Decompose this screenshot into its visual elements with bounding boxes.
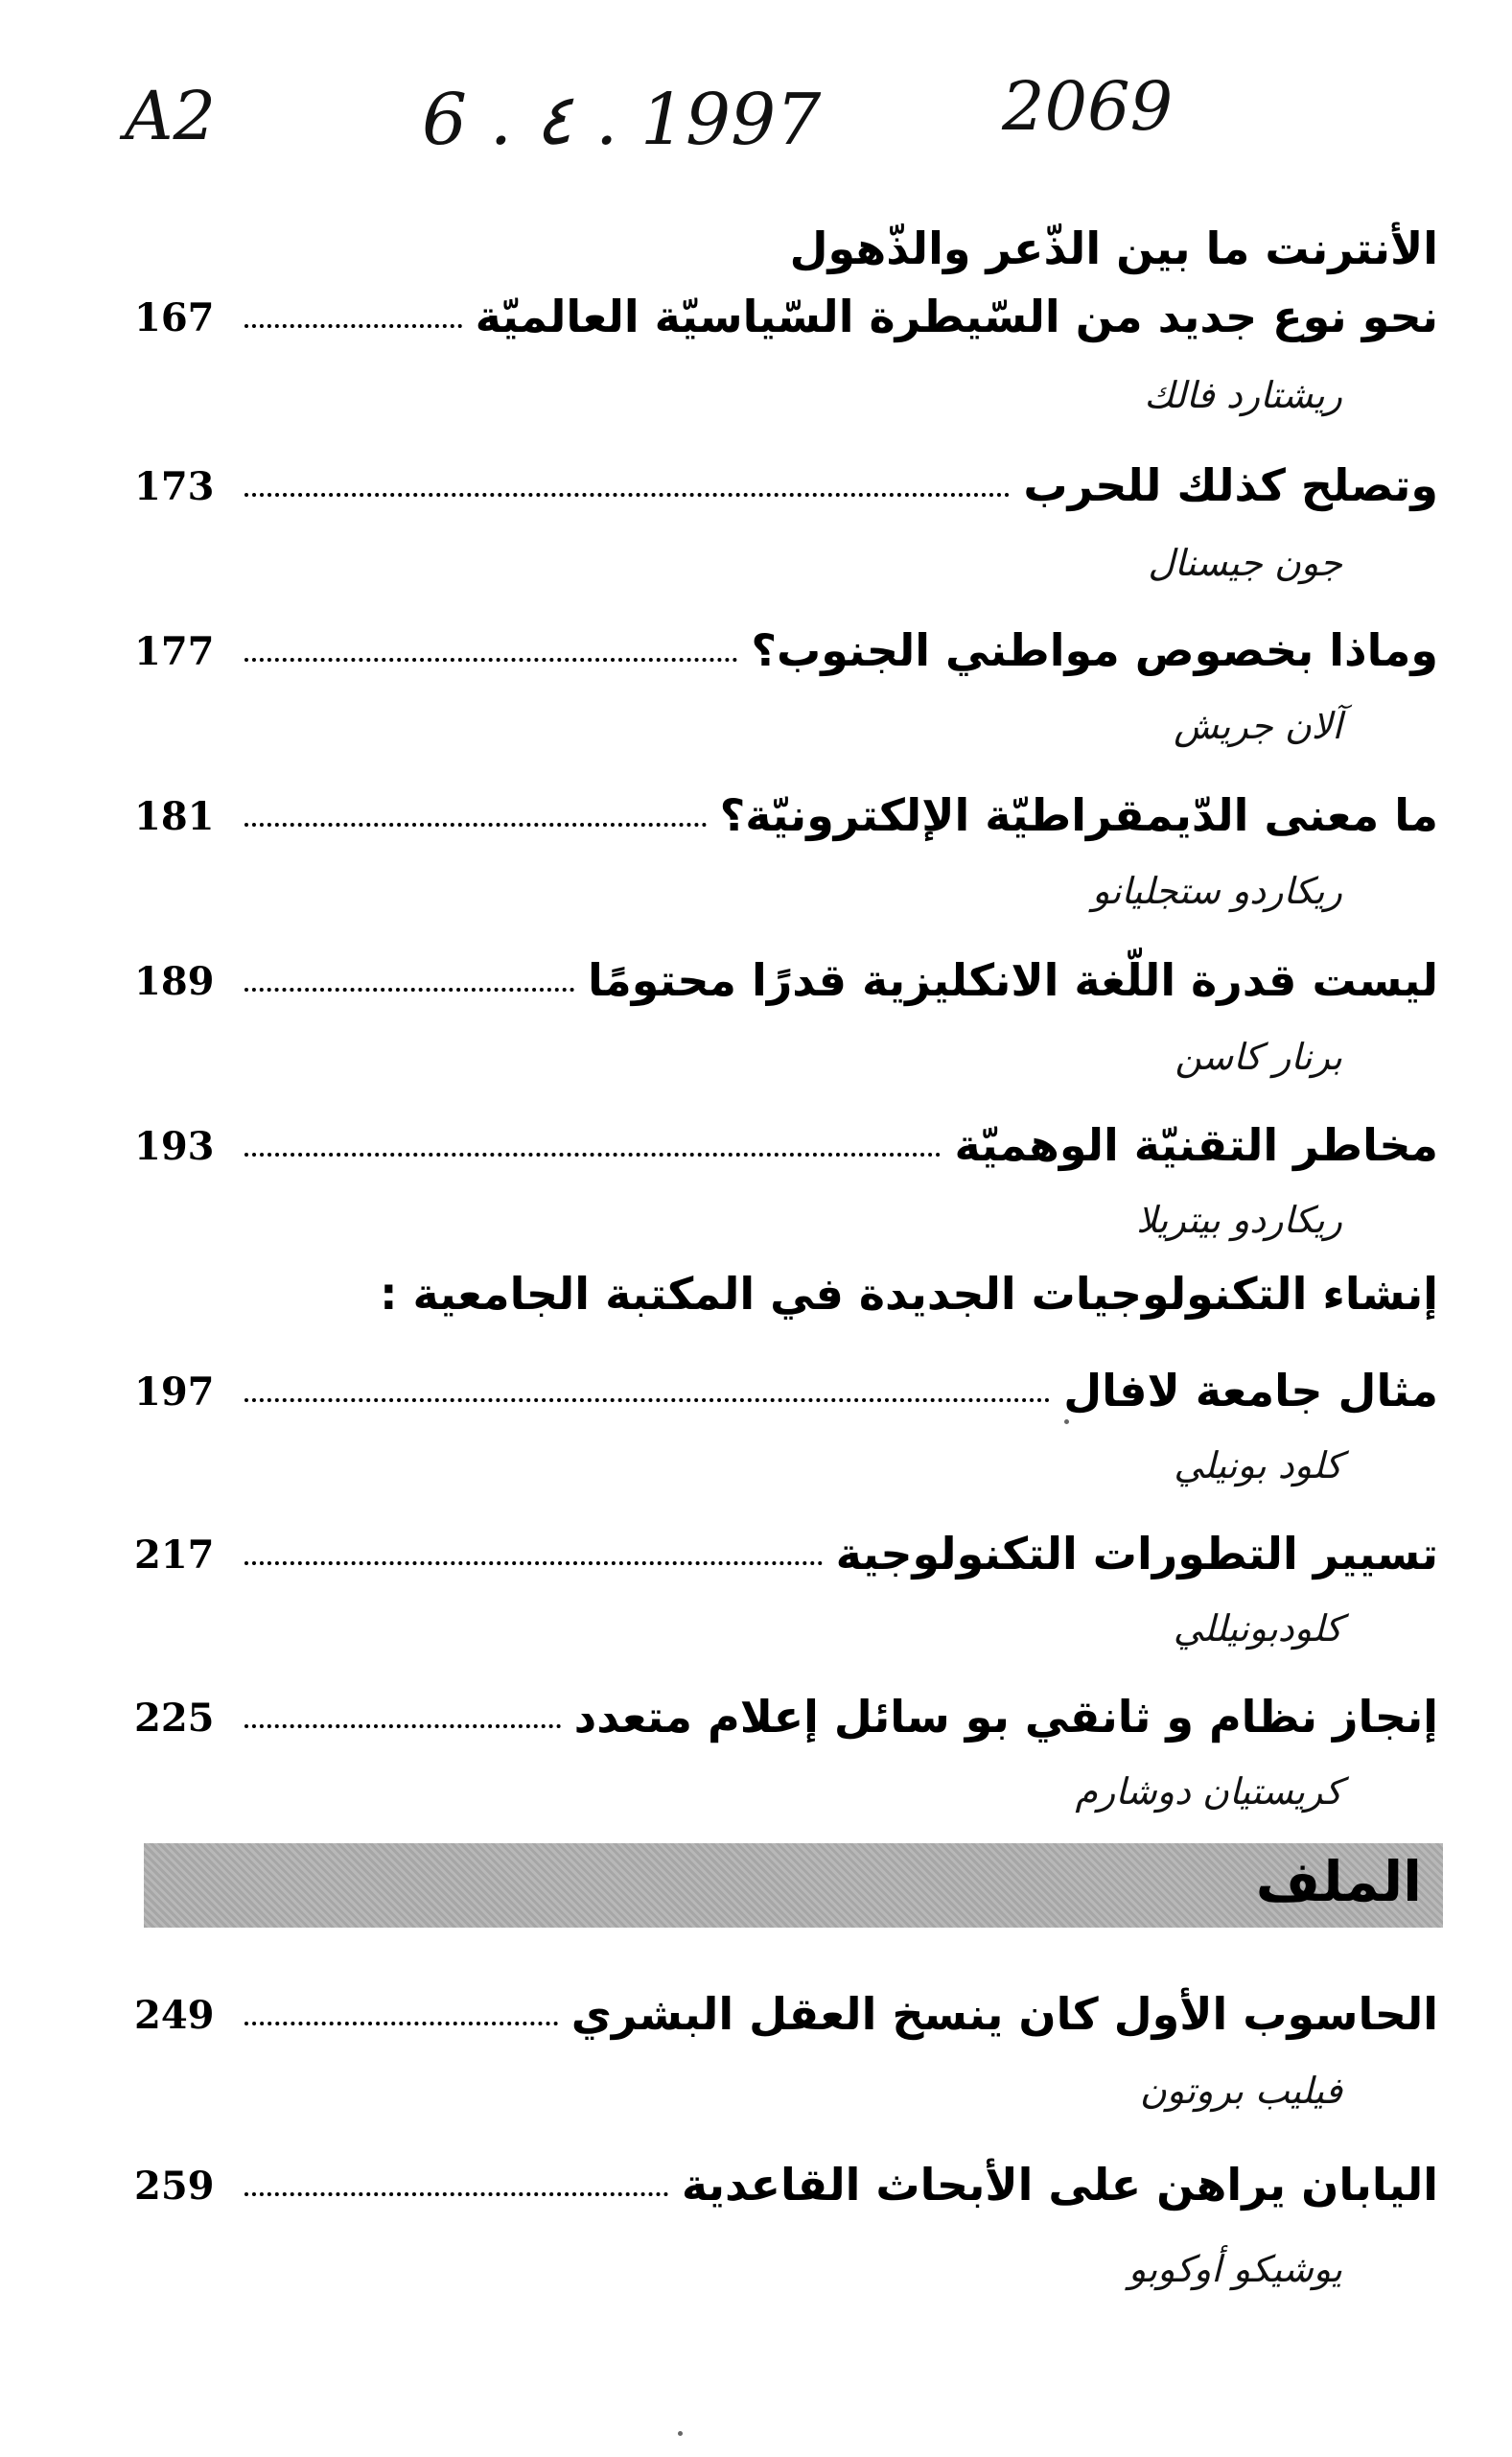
- file-section-banner: [144, 1843, 1443, 1928]
- file-section-label: الملف: [1255, 1849, 1422, 1914]
- dot-leader: [244, 1561, 823, 1565]
- handwritten-date: 6 . ٤ . 1997: [422, 79, 822, 161]
- page-number: 193: [134, 1124, 215, 1169]
- entry-title: ما معنى الدّيمقراطيّة الإلكترونيّة؟: [719, 788, 1438, 841]
- page-number: 173: [134, 464, 215, 509]
- entry-author: يوشيكو أوكوبو: [1128, 2248, 1342, 2290]
- toc-entry: [134, 940, 1438, 1007]
- page-number: 189: [134, 959, 215, 1004]
- entry-author: ريكاردو ستجليانو: [1092, 870, 1342, 912]
- toc-entry: [134, 1350, 1438, 1417]
- entry-title: تسيير التطورات التكنولوجية: [835, 1527, 1438, 1580]
- entry-title: نحو نوع جديد من السّيطرة السّياسيّة العالميّة: [475, 290, 1438, 342]
- page-number: 217: [134, 1533, 215, 1578]
- dot-leader: [244, 823, 707, 827]
- entry-author: كلودبونيللي: [1173, 1607, 1342, 1650]
- toc-entry: [134, 1974, 1438, 2041]
- toc-entry: [134, 445, 1438, 512]
- toc-entry: [134, 1513, 1438, 1580]
- dot-leader: [244, 1398, 1050, 1402]
- entry-title: الحاسوب الأول كان ينسخ العقل البشري: [570, 1987, 1438, 2040]
- entry-title: مخاطر التقنيّة الوهميّة: [954, 1118, 1438, 1171]
- toc-entry: [134, 1676, 1438, 1743]
- toc-entry: [134, 2144, 1438, 2211]
- page-number: 197: [134, 1369, 215, 1415]
- page-number: 249: [134, 1993, 215, 2038]
- entry-title: ليست قدرة اللّغة الانكليزية قدرًا محتومًا: [588, 953, 1438, 1006]
- scan-speck: [678, 2431, 683, 2436]
- entry-title: وماذا بخصوص مواطني الجنوب؟: [751, 623, 1438, 676]
- entry-title: وتصلح كذلك للحرب: [1023, 458, 1438, 511]
- dot-leader: [244, 2022, 558, 2025]
- handwritten-annotation: [105, 48, 1352, 173]
- dot-leader: [244, 988, 574, 992]
- dot-leader: [244, 324, 462, 328]
- section-heading: الأنترنت ما بين الذّعر والذّهول: [789, 222, 1438, 274]
- dot-leader: [244, 658, 737, 662]
- entry-author: ريكاردو بيتريلا: [1136, 1199, 1342, 1241]
- scan-speck: [1064, 1419, 1069, 1424]
- toc-entry: [134, 610, 1438, 677]
- dot-leader: [244, 493, 1010, 497]
- entry-author: فيليب بروتون: [1139, 2070, 1342, 2112]
- entry-author: جون جيسنال: [1148, 542, 1342, 584]
- page-number: 225: [134, 1696, 215, 1741]
- page-number: 181: [134, 794, 215, 839]
- entry-title: اليابان يراهن على الأبحاث القاعدية: [681, 2158, 1438, 2211]
- handwritten-code: A2: [125, 77, 217, 155]
- toc-entry: [134, 276, 1438, 343]
- dot-leader: [244, 2192, 668, 2196]
- toc-entry: [134, 775, 1438, 842]
- toc-entry: [134, 1105, 1438, 1172]
- entry-title: مثال جامعة لافال: [1063, 1364, 1438, 1416]
- handwritten-number: 2069: [1002, 67, 1174, 146]
- entry-title-line1: إنشاء التكنولوجيات الجديدة في المكتبة الجامعية :: [380, 1268, 1438, 1320]
- page-number: 177: [134, 629, 215, 674]
- page-number: 259: [134, 2164, 215, 2209]
- entry-author: كريستيان دوشارم: [1075, 1770, 1342, 1813]
- entry-title: إنجاز نظام و ثانقي بو سائل إعلام متعدد: [573, 1690, 1438, 1743]
- page-number: 167: [134, 295, 215, 340]
- entry-author: كلود بونيلي: [1174, 1444, 1342, 1486]
- dot-leader: [244, 1724, 561, 1728]
- entry-author: آلان جريش: [1174, 705, 1342, 747]
- entry-author: برنار كاسن: [1175, 1036, 1342, 1078]
- entry-author: ريشتارد فالك: [1144, 374, 1342, 416]
- dot-leader: [244, 1153, 941, 1157]
